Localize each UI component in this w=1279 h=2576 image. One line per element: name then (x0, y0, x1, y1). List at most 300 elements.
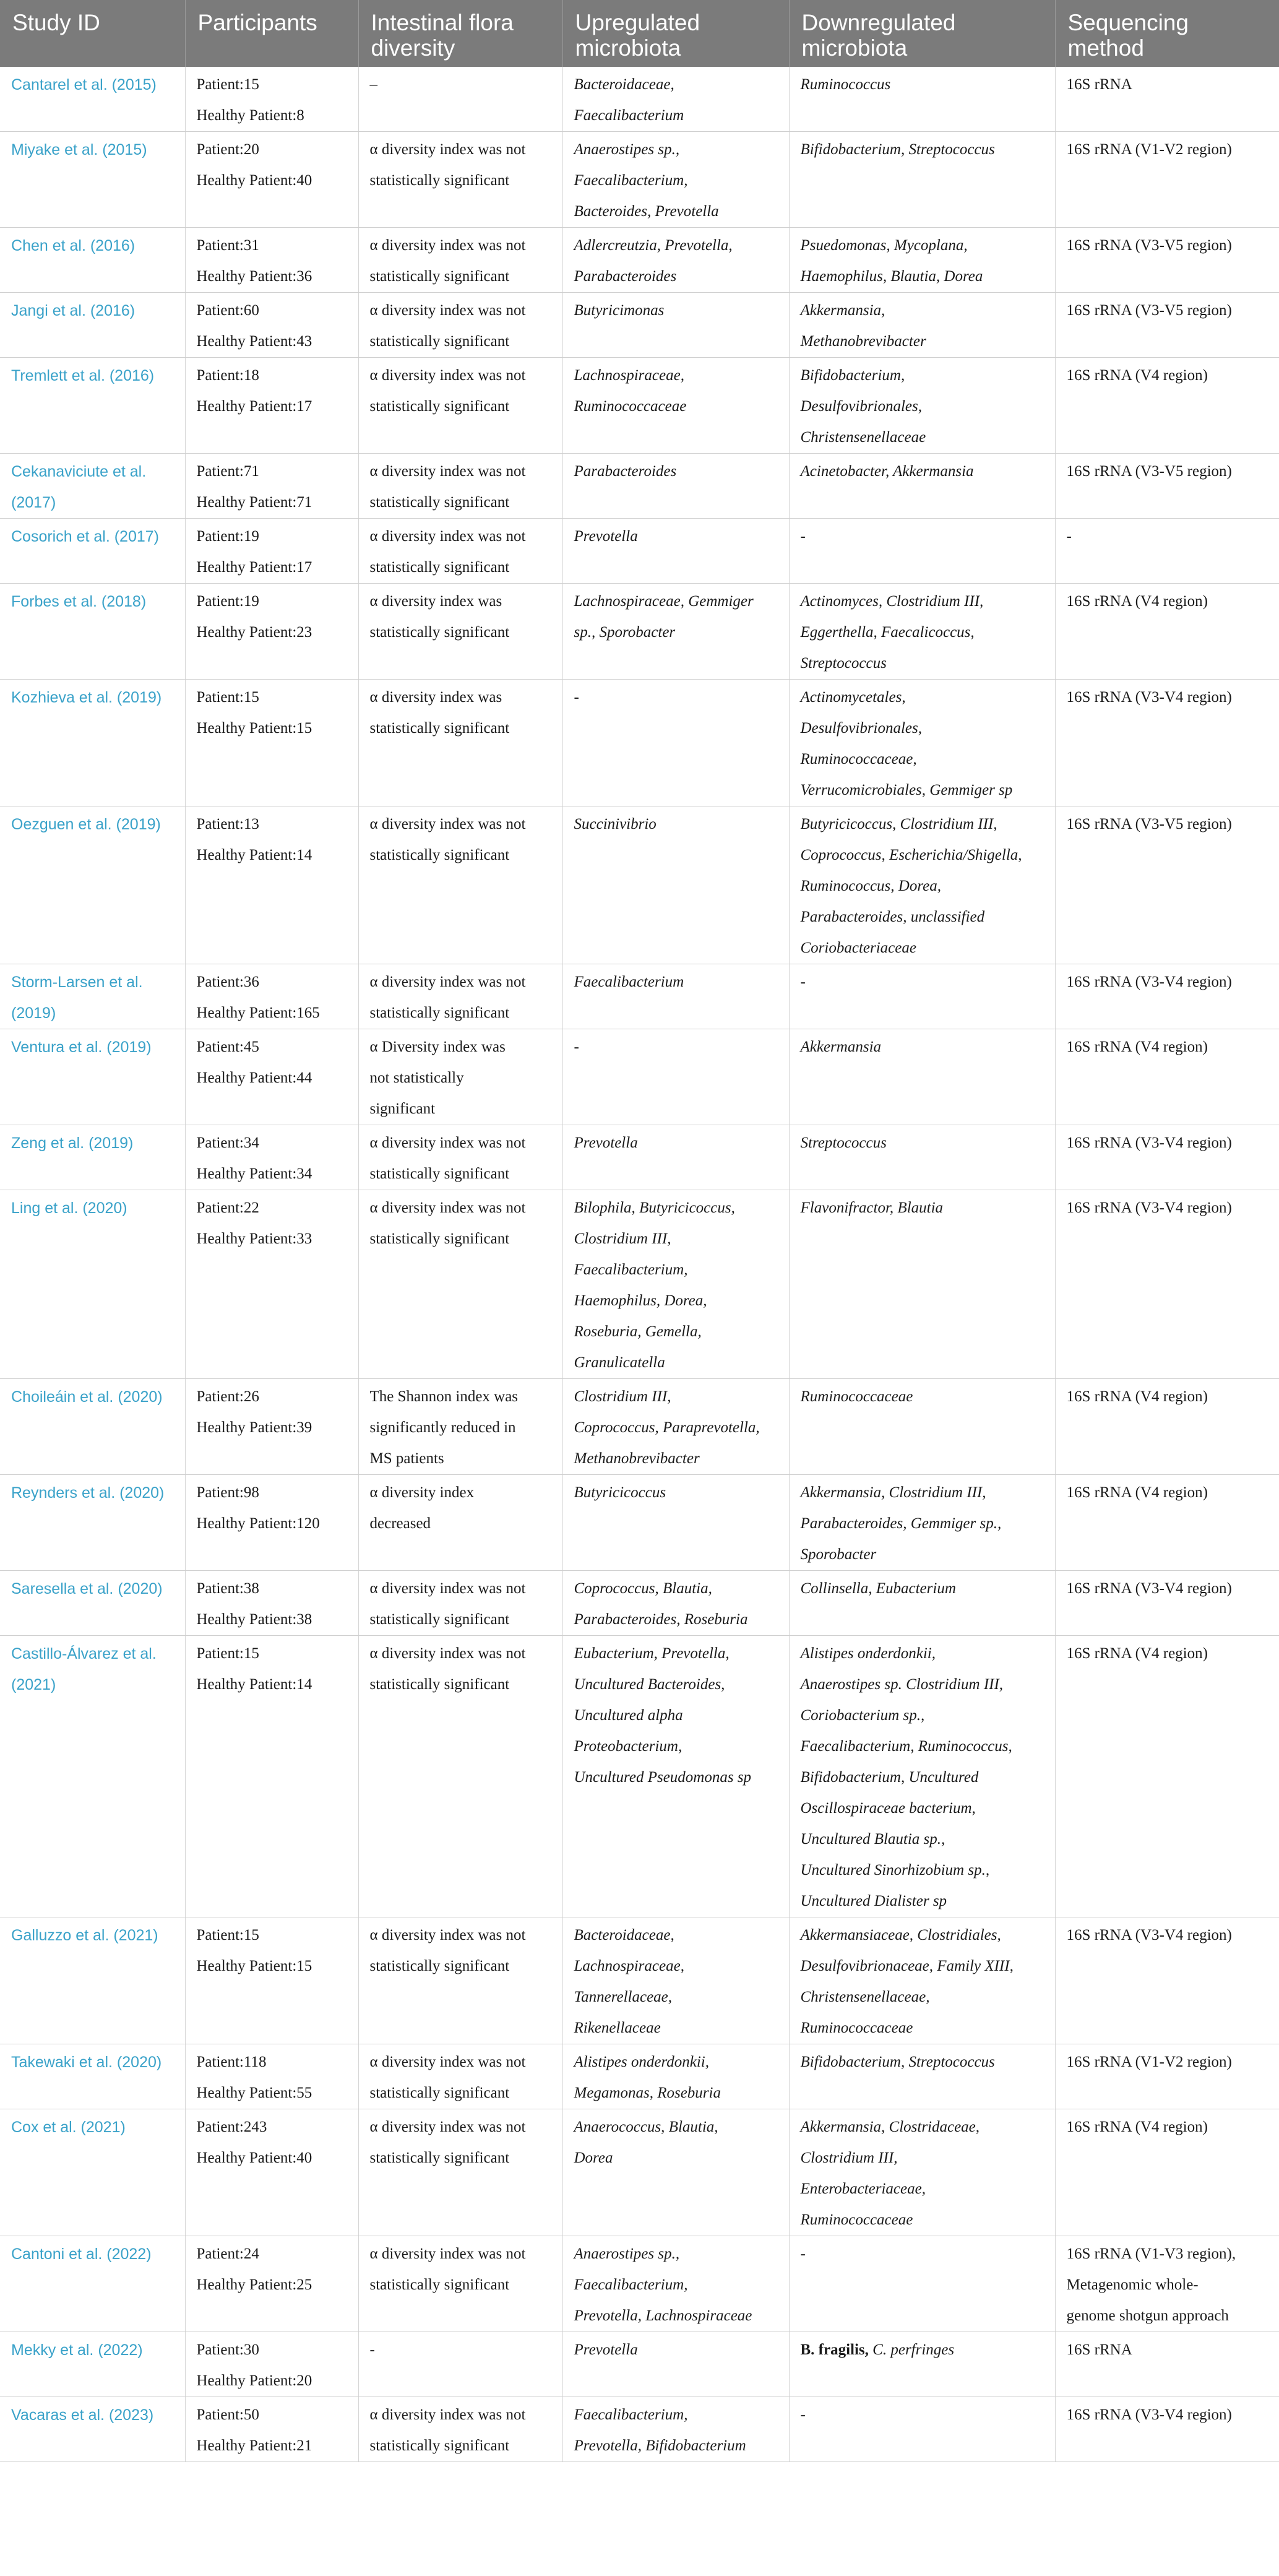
study-id-line: Kozhieva et al. (2019) (11, 689, 162, 706)
diversity-line: statistically significant (369, 2085, 510, 2101)
sequencing-method-line: 16S rRNA (V1-V2 region) (1066, 2054, 1232, 2070)
study-id-line: Cantoni et al. (2022) (11, 2245, 152, 2263)
diversity-line: statistically significant (369, 1958, 510, 1974)
sequencing-method-cell (1055, 1571, 1279, 1636)
study-id-cell[interactable] (0, 2236, 185, 2332)
sequencing-method-cell (1055, 67, 1279, 132)
table-header-row (0, 0, 1279, 67)
diversity-line: α diversity index was (369, 593, 502, 610)
upregulated-cell (562, 964, 789, 1029)
participants-cell (185, 1917, 358, 2044)
sequencing-method-cell (1055, 2236, 1279, 2332)
table-row (0, 519, 1279, 584)
downregulated-cell (789, 964, 1055, 1029)
table-row (0, 1190, 1279, 1379)
study-id-line: Cantarel et al. (2015) (11, 76, 157, 93)
diversity-line: statistically significant (369, 494, 510, 511)
downregulated-line: Desulfovibrionales, (800, 398, 923, 415)
upregulated-line: Prevotella, Bifidobacterium (574, 2437, 746, 2454)
upregulated-cell (562, 1125, 789, 1190)
sequencing-method-cell (1055, 680, 1279, 806)
downregulated-line: Streptococcus (800, 655, 887, 672)
downregulated-line: Streptococcus (800, 1135, 887, 1151)
diversity-line: statistically significant (369, 172, 510, 189)
sequencing-method-line: 16S rRNA (V3-V4 region) (1066, 1580, 1232, 1597)
upregulated-line: - (574, 1039, 579, 1055)
diversity-line: – (369, 76, 377, 93)
diversity-line: α diversity index was not (369, 2054, 526, 2070)
diversity-line: α diversity index was not (369, 2245, 526, 2262)
upregulated-line: Coprococcus, Blautia, (574, 1580, 712, 1597)
upregulated-line: Megamonas, Roseburia (574, 2085, 721, 2101)
downregulated-line: Coriobacteriaceae (800, 940, 916, 956)
upregulated-line: Succinivibrio (574, 816, 657, 832)
downregulated-line: Faecalibacterium, Ruminococcus, (800, 1738, 1012, 1755)
diversity-cell (358, 806, 562, 964)
study-id-line: Reynders et al. (2020) (11, 1484, 165, 1502)
sequencing-method-cell (1055, 2109, 1279, 2236)
participants-line: Patient:30 (196, 2341, 259, 2358)
participants-cell (185, 1379, 358, 1475)
upregulated-cell (562, 1636, 789, 1917)
diversity-cell (358, 2109, 562, 2236)
upregulated-line: Eubacterium, Prevotella, (574, 1645, 730, 1662)
study-id-cell[interactable] (0, 454, 185, 519)
downregulated-line: Eggerthella, Faecalicoccus, (800, 624, 975, 641)
sequencing-method-line: 16S rRNA (1066, 76, 1132, 93)
diversity-cell (358, 680, 562, 806)
upregulated-line: Rikenellaceae (574, 2020, 661, 2036)
participants-line: Patient:71 (196, 463, 259, 480)
downregulated-line: Akkermansia, (800, 302, 885, 319)
upregulated-cell (562, 1917, 789, 2044)
study-id-line: Choileáin et al. (2020) (11, 1388, 163, 1406)
participants-line: Healthy Patient:40 (196, 2150, 312, 2166)
upregulated-cell (562, 519, 789, 584)
participants-cell (185, 964, 358, 1029)
downregulated-line: Coprococcus, Escherichia/Shigella, (800, 847, 1022, 863)
downregulated-cell (789, 293, 1055, 358)
table-row (0, 806, 1279, 964)
downregulated-line: Bifidobacterium, (800, 367, 905, 384)
downregulated-line: Uncultured Dialister sp (800, 1893, 947, 1909)
participants-line: Patient:13 (196, 816, 259, 832)
downregulated-line: Acinetobacter, Akkermansia (800, 463, 974, 480)
diversity-line: significantly reduced in (369, 1419, 516, 1436)
diversity-line: statistically significant (369, 2150, 510, 2166)
upregulated-line: Anaerostipes sp., (574, 2245, 680, 2262)
upregulated-line: Faecalibacterium (574, 107, 684, 124)
table-row (0, 1125, 1279, 1190)
study-id-line: Cosorich et al. (2017) (11, 528, 160, 545)
upregulated-cell (562, 584, 789, 680)
upregulated-line: Clostridium III, (574, 1388, 671, 1405)
upregulated-line: Tannerellaceae, (574, 1989, 673, 2005)
upregulated-line: Bacteroidaceae, (574, 76, 674, 93)
participants-line: Healthy Patient:33 (196, 1230, 312, 1247)
sequencing-method-cell (1055, 1917, 1279, 2044)
sequencing-method-line: genome shotgun approach (1066, 2307, 1229, 2324)
downregulated-cell (789, 519, 1055, 584)
table-row (0, 454, 1279, 519)
study-id-line: Tremlett et al. (2016) (11, 367, 155, 384)
diversity-cell (358, 519, 562, 584)
diversity-line: statistically significant (369, 333, 510, 350)
upregulated-line: Lachnospiraceae, Gemmiger (574, 593, 754, 610)
upregulated-cell (562, 2044, 789, 2109)
downregulated-cell (789, 1917, 1055, 2044)
study-id-cell[interactable] (0, 1125, 185, 1190)
participants-cell (185, 806, 358, 964)
study-id-line: Cekanaviciute et al. (11, 463, 147, 480)
table-row (0, 132, 1279, 228)
upregulated-cell (562, 2332, 789, 2397)
diversity-line: statistically significant (369, 2276, 510, 2293)
downregulated-cell (789, 680, 1055, 806)
diversity-line: not statistically (369, 1070, 464, 1086)
sequencing-method-cell (1055, 1029, 1279, 1125)
sequencing-method-line: 16S rRNA (V3-V4 region) (1066, 2406, 1232, 2423)
diversity-cell (358, 293, 562, 358)
table-row (0, 1636, 1279, 1917)
diversity-line: α diversity index was not (369, 2119, 526, 2135)
study-id-cell[interactable] (0, 680, 185, 806)
study-id-cell[interactable] (0, 67, 185, 132)
study-id-cell[interactable] (0, 2109, 185, 2236)
downregulated-cell (789, 806, 1055, 964)
table-row (0, 1379, 1279, 1475)
diversity-cell (358, 584, 562, 680)
downregulated-cell (789, 1571, 1055, 1636)
study-id-line: Chen et al. (2016) (11, 237, 136, 254)
diversity-cell (358, 1125, 562, 1190)
sequencing-method-line: 16S rRNA (V4 region) (1066, 2119, 1208, 2135)
header-sequencing-method: Sequencing method (1055, 0, 1279, 67)
downregulated-cell (789, 67, 1055, 132)
upregulated-line: Faecalibacterium, (574, 1261, 688, 1278)
participants-line: Healthy Patient:38 (196, 1611, 312, 1628)
table-body (0, 67, 1279, 2462)
study-id-cell[interactable] (0, 1475, 185, 1571)
upregulated-line: Coprococcus, Paraprevotella, (574, 1419, 760, 1436)
diversity-cell (358, 454, 562, 519)
diversity-line: statistically significant (369, 559, 510, 576)
participants-cell (185, 2236, 358, 2332)
sequencing-method-cell (1055, 2332, 1279, 2397)
upregulated-line: Butyricicoccus (574, 1484, 666, 1501)
diversity-cell (358, 2397, 562, 2462)
downregulated-line: Uncultured Blautia sp., (800, 1831, 945, 1848)
diversity-line: α diversity index (369, 1484, 475, 1501)
participants-cell (185, 132, 358, 228)
study-id-line: Ventura et al. (2019) (11, 1039, 152, 1056)
upregulated-line: Lachnospiraceae, (574, 367, 684, 384)
diversity-line: statistically significant (369, 624, 510, 641)
upregulated-cell (562, 67, 789, 132)
diversity-line: α diversity index was not (369, 141, 526, 158)
study-id-line: Castillo-Álvarez et al. (11, 1645, 157, 1662)
participants-line: Healthy Patient:36 (196, 268, 312, 285)
upregulated-line: Prevotella (574, 528, 638, 545)
diversity-line: statistically significant (369, 1230, 510, 1247)
study-id-cell[interactable] (0, 2044, 185, 2109)
sequencing-method-cell (1055, 1125, 1279, 1190)
study-id-line: (2021) (11, 1676, 56, 1693)
study-id-cell[interactable] (0, 1636, 185, 1917)
downregulated-line: Bifidobacterium, Streptococcus (800, 2054, 995, 2070)
downregulated-cell (789, 1379, 1055, 1475)
participants-line: Healthy Patient:71 (196, 494, 312, 511)
table-row (0, 2397, 1279, 2462)
diversity-line: α Diversity index was (369, 1039, 506, 1055)
study-id-line: Ling et al. (2020) (11, 1199, 127, 1217)
sequencing-method-line: 16S rRNA (V3-V4 region) (1066, 974, 1232, 990)
participants-line: Patient:98 (196, 1484, 259, 1501)
study-id-cell[interactable] (0, 1379, 185, 1475)
study-id-cell[interactable] (0, 584, 185, 680)
upregulated-line: Proteobacterium, (574, 1738, 683, 1755)
upregulated-line: Roseburia, Gemella, (574, 1323, 702, 1340)
upregulated-cell (562, 806, 789, 964)
table-row (0, 1029, 1279, 1125)
upregulated-cell (562, 2236, 789, 2332)
downregulated-line: Ruminococcaceae (800, 2020, 913, 2036)
participants-line: Patient:20 (196, 141, 259, 158)
participants-line: Healthy Patient:34 (196, 1165, 312, 1182)
diversity-line: α diversity index was not (369, 1199, 526, 1216)
diversity-cell (358, 1190, 562, 1379)
upregulated-line: Parabacteroides, Roseburia (574, 1611, 748, 1628)
study-id-cell[interactable] (0, 2397, 185, 2462)
participants-line: Healthy Patient:14 (196, 847, 312, 863)
upregulated-line: Butyricimonas (574, 302, 665, 319)
sequencing-method-cell (1055, 293, 1279, 358)
diversity-line: α diversity index was not (369, 528, 526, 545)
upregulated-line: Prevotella (574, 1135, 638, 1151)
diversity-line: α diversity index was not (369, 367, 526, 384)
participants-line: Healthy Patient:44 (196, 1070, 312, 1086)
downregulated-cell (789, 454, 1055, 519)
study-id-cell[interactable] (0, 519, 185, 584)
downregulated-line: Butyricicoccus, Clostridium III, (800, 816, 997, 832)
study-id-line: Vacaras et al. (2023) (11, 2406, 154, 2424)
table-row (0, 1571, 1279, 1636)
participants-line: Healthy Patient:43 (196, 333, 312, 350)
study-id-line: Forbes et al. (2018) (11, 593, 147, 610)
sequencing-method-line: 16S rRNA (V4 region) (1066, 1388, 1208, 1405)
upregulated-line: Bacteroidaceae, (574, 1927, 674, 1943)
diversity-line: statistically significant (369, 1005, 510, 1021)
diversity-line: statistically significant (369, 720, 510, 737)
header-study-id: Study ID (0, 0, 185, 67)
diversity-line: α diversity index was (369, 689, 502, 706)
downregulated-line: Flavonifractor, Blautia (800, 1199, 944, 1216)
participants-line: Patient:31 (196, 237, 259, 254)
diversity-cell (358, 1917, 562, 2044)
study-id-line: Mekky et al. (2022) (11, 2341, 143, 2359)
diversity-line: MS patients (369, 1450, 444, 1467)
participants-cell (185, 1029, 358, 1125)
study-id-line: (2017) (11, 494, 56, 511)
sequencing-method-line: 16S rRNA (V3-V5 region) (1066, 463, 1232, 480)
upregulated-cell (562, 680, 789, 806)
sequencing-method-cell (1055, 2044, 1279, 2109)
study-id-cell[interactable] (0, 964, 185, 1029)
diversity-cell (358, 67, 562, 132)
downregulated-line: Akkermansia, Clostridium III, (800, 1484, 986, 1501)
study-id-cell[interactable] (0, 1571, 185, 1636)
downregulated-cell (789, 1636, 1055, 1917)
participants-line: Patient:15 (196, 76, 259, 93)
upregulated-line: Faecalibacterium (574, 974, 684, 990)
upregulated-line: Faecalibacterium, (574, 2406, 688, 2423)
participants-line: Healthy Patient:14 (196, 1676, 312, 1693)
downregulated-line: Ruminococcaceae, (800, 751, 917, 767)
participants-cell (185, 1190, 358, 1379)
sequencing-method-cell (1055, 228, 1279, 293)
study-id-cell[interactable] (0, 806, 185, 964)
upregulated-cell (562, 1379, 789, 1475)
diversity-line: α diversity index was not (369, 1645, 526, 1662)
study-id-cell[interactable] (0, 1190, 185, 1379)
downregulated-cell (789, 1475, 1055, 1571)
table-row (0, 2332, 1279, 2397)
table-row (0, 358, 1279, 454)
study-id-cell[interactable] (0, 228, 185, 293)
header-upregulated: Upregulated microbiota (562, 0, 789, 67)
diversity-cell (358, 2044, 562, 2109)
downregulated-line: Desulfovibrionales, (800, 720, 923, 737)
downregulated-line: Ruminococcus (800, 76, 891, 93)
downregulated-cell (789, 132, 1055, 228)
diversity-cell (358, 358, 562, 454)
diversity-cell (358, 2236, 562, 2332)
study-id-line: Zeng et al. (2019) (11, 1135, 134, 1152)
study-id-cell[interactable] (0, 358, 185, 454)
participants-line: Patient:45 (196, 1039, 259, 1055)
upregulated-line: Adlercreutzia, Prevotella, (574, 237, 733, 254)
diversity-cell (358, 228, 562, 293)
downregulated-line: Actinomyces, Clostridium III, (800, 593, 984, 610)
participants-line: Patient:15 (196, 1927, 259, 1943)
participants-line: Healthy Patient:25 (196, 2276, 312, 2293)
downregulated-line: Clostridium III, (800, 2150, 898, 2166)
table-row (0, 228, 1279, 293)
downregulated-line: - (800, 974, 806, 990)
participants-line: Patient:19 (196, 593, 259, 610)
downregulated-line: Methanobrevibacter (800, 333, 926, 350)
sequencing-method-cell (1055, 2397, 1279, 2462)
downregulated-line: Uncultured Sinorhizobium sp., (800, 1862, 990, 1878)
downregulated-line: Oscillospiraceae bacterium, (800, 1800, 976, 1817)
downregulated-cell (789, 584, 1055, 680)
participants-line: Patient:22 (196, 1199, 259, 1216)
upregulated-cell (562, 1029, 789, 1125)
diversity-line: α diversity index was not (369, 974, 526, 990)
participants-line: Patient:36 (196, 974, 259, 990)
sequencing-method-line: 16S rRNA (V3-V5 region) (1066, 816, 1232, 832)
participants-cell (185, 454, 358, 519)
downregulated-line: Sporobacter (800, 1546, 877, 1563)
participants-line: Patient:118 (196, 2054, 267, 2070)
downregulated-cell (789, 1125, 1055, 1190)
study-id-line: Miyake et al. (2015) (11, 141, 147, 158)
participants-line: Healthy Patient:39 (196, 1419, 312, 1436)
downregulated-line: Ruminococcaceae (800, 1388, 913, 1405)
participants-line: Patient:26 (196, 1388, 259, 1405)
sequencing-method-cell (1055, 806, 1279, 964)
downregulated-line: Enterobacteriaceae, (800, 2181, 926, 2197)
study-id-cell[interactable] (0, 132, 185, 228)
study-id-line: Takewaki et al. (2020) (11, 2054, 162, 2071)
participants-line: Healthy Patient:23 (196, 624, 312, 641)
participants-line: Patient:15 (196, 689, 259, 706)
study-id-line: Galluzzo et al. (2021) (11, 1927, 158, 1944)
study-id-cell[interactable] (0, 2332, 185, 2397)
downregulated-line: Anaerostipes sp. Clostridium III, (800, 1676, 1004, 1693)
diversity-cell (358, 132, 562, 228)
sequencing-method-line: 16S rRNA (V4 region) (1066, 367, 1208, 384)
sequencing-method-line: 16S rRNA (V3-V5 region) (1066, 237, 1232, 254)
sequencing-method-line: 16S rRNA (1066, 2341, 1132, 2358)
table-row (0, 1917, 1279, 2044)
sequencing-method-line: 16S rRNA (V1-V3 region), (1066, 2245, 1236, 2262)
upregulated-cell (562, 1571, 789, 1636)
study-id-cell[interactable] (0, 1917, 185, 2044)
upregulated-line: Bacteroides, Prevotella (574, 203, 719, 220)
participants-cell (185, 228, 358, 293)
study-id-cell[interactable] (0, 1029, 185, 1125)
downregulated-cell (789, 2397, 1055, 2462)
table-row (0, 2109, 1279, 2236)
downregulated-line: Christensenellaceae (800, 429, 926, 446)
diversity-line: statistically significant (369, 1611, 510, 1628)
downregulated-cell (789, 228, 1055, 293)
upregulated-cell (562, 2397, 789, 2462)
upregulated-cell (562, 1190, 789, 1379)
study-id-line: (2019) (11, 1005, 56, 1022)
diversity-line: statistically significant (369, 398, 510, 415)
downregulated-cell (789, 2044, 1055, 2109)
study-id-line: Storm-Larsen et al. (11, 974, 143, 991)
diversity-line: α diversity index was not (369, 1927, 526, 1943)
diversity-line: significant (369, 1100, 436, 1117)
upregulated-line: Faecalibacterium, (574, 2276, 688, 2293)
participants-line: Patient:60 (196, 302, 259, 319)
sequencing-method-cell (1055, 519, 1279, 584)
participants-cell (185, 519, 358, 584)
diversity-cell (358, 1636, 562, 1917)
participants-cell (185, 1125, 358, 1190)
downregulated-line: - (800, 2245, 806, 2262)
upregulated-line: Uncultured Pseudomonas sp (574, 1769, 752, 1786)
sequencing-method-cell (1055, 1475, 1279, 1571)
table-row (0, 293, 1279, 358)
sequencing-method-line: 16S rRNA (V4 region) (1066, 1039, 1208, 1055)
diversity-line: The Shannon index was (369, 1388, 519, 1405)
participants-line: Healthy Patient:20 (196, 2372, 312, 2389)
upregulated-line: Uncultured Bacteroides, (574, 1676, 725, 1693)
participants-cell (185, 1475, 358, 1571)
table-row (0, 67, 1279, 132)
sequencing-method-line: 16S rRNA (V4 region) (1066, 593, 1208, 610)
table-row (0, 1475, 1279, 1571)
downregulated-line: Haemophilus, Blautia, Dorea (800, 268, 983, 285)
header-downregulated: Downregulated microbiota (789, 0, 1055, 67)
sequencing-method-cell (1055, 964, 1279, 1029)
upregulated-line: Prevotella, Lachnospiraceae (574, 2307, 752, 2324)
study-id-cell[interactable] (0, 293, 185, 358)
